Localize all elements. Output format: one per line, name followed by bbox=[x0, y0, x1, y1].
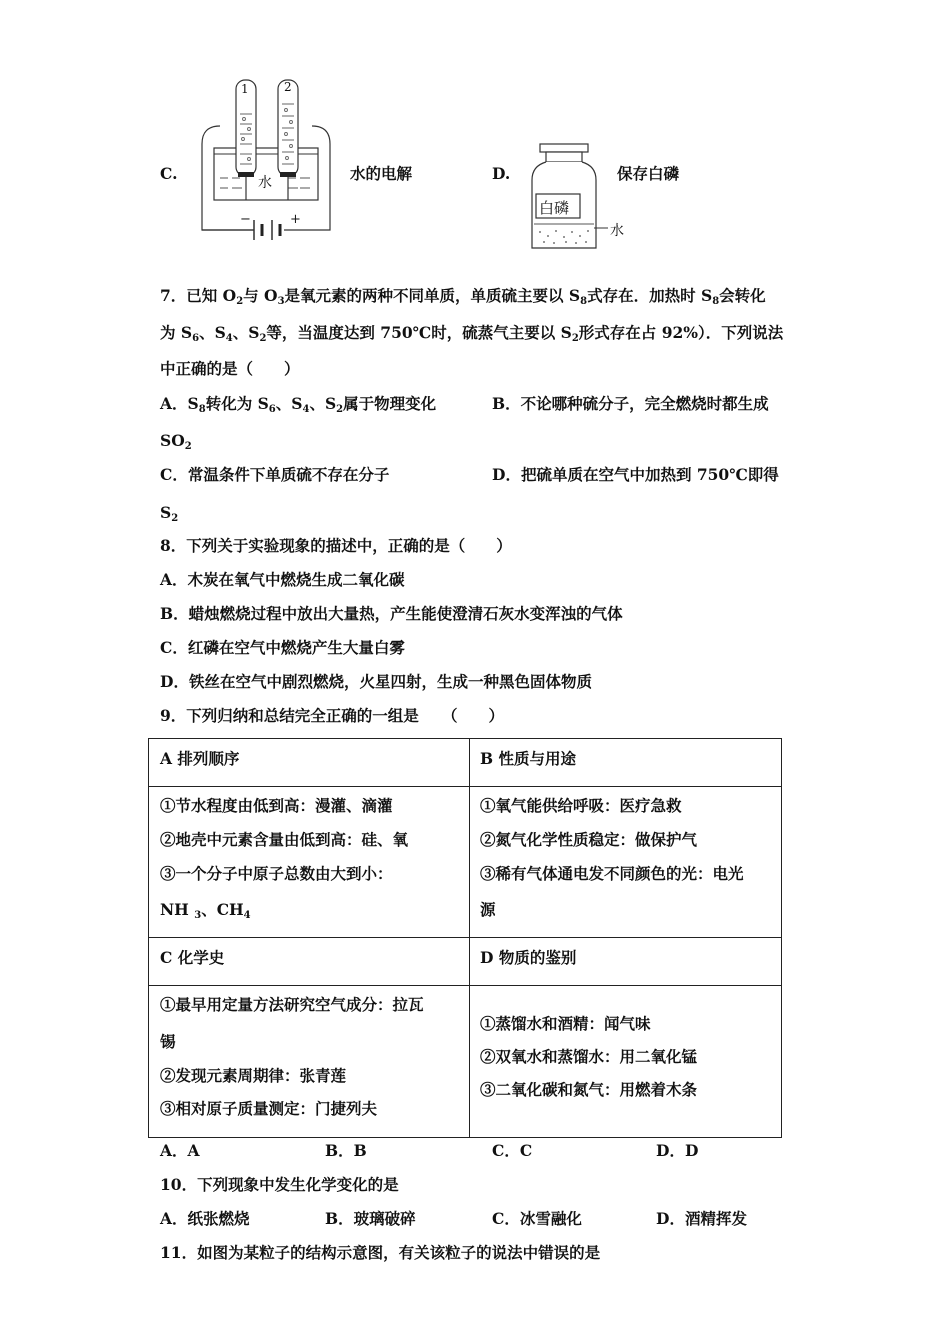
q8-option-d: D．铁丝在空气中剧烈燃烧，火星四射，生成一种黑色固体物质 bbox=[160, 672, 592, 691]
q7-option-d: D．把硫单质在空气中加热到 750℃即得 bbox=[492, 465, 779, 484]
table-cell-b-head: B 性质与用途 bbox=[469, 738, 782, 787]
q7-option-c: C．常温条件下单质硫不存在分子 bbox=[160, 465, 390, 484]
q7-stem-line3: 中正确的是（ ） bbox=[160, 359, 300, 378]
q10-option-d: D．酒精挥发 bbox=[656, 1209, 747, 1228]
q10-option-b: B．玻璃破碎 bbox=[325, 1209, 416, 1228]
q7-option-b-continued: $SO_2$ bbox=[160, 431, 192, 452]
q7-option-d-continued: $S_2$ bbox=[160, 503, 179, 524]
battery-minus-label: − bbox=[240, 212, 251, 227]
q9-option-d: D．D bbox=[656, 1141, 699, 1160]
jar-water-label: 水 bbox=[610, 223, 624, 239]
table-cell-d-head: D 物质的鉴别 bbox=[469, 937, 782, 986]
table-cell-b-body: ①氧气能供给呼吸：医疗急救 ②氮气化学性质稳定：做保护气 ③稀有气体通电发不同颜色的光：电光 源 bbox=[469, 786, 782, 938]
table-cell-a-head: A 排列顺序 bbox=[148, 738, 470, 787]
battery-plus-label: + bbox=[290, 212, 301, 227]
q9-option-b: B．B bbox=[325, 1141, 367, 1160]
table-cell-a-body: ①节水程度由低到高：漫灌、滴灌 ②地壳中元素含量由低到高：硅、氧 ③一个分子中原子总数由大到小： NH $_3$、$CH_4$ bbox=[148, 786, 470, 938]
q7-stem-line2: 为 $S_6$、$S_4$、$S_2$等，当温度达到 750℃时，硫蒸气主要以 $S_2$形式存在占 92%）．下列说法 bbox=[160, 323, 784, 344]
option-d-label: D. bbox=[492, 164, 511, 183]
q10-option-a: A．纸张燃烧 bbox=[160, 1209, 250, 1228]
q8-option-a: A．木炭在氧气中燃烧生成二氧化碳 bbox=[160, 570, 405, 589]
electrolysis-apparatus-figure bbox=[192, 74, 342, 260]
jar-label-white-phosphorus: 白磷 bbox=[539, 199, 570, 217]
q9-option-a: A．A bbox=[160, 1141, 200, 1160]
option-c-label: C. bbox=[160, 164, 178, 183]
beaker-water-label: 水 bbox=[258, 172, 272, 192]
table-cell-d-body: ①蒸馏水和酒精：闻气味 ②双氧水和蒸馏水：用二氧化锰 ③二氧化碳和氮气：用燃着木条 bbox=[469, 985, 782, 1138]
q7-stem-line1: 7．已知 $O_2$与 $O_3$是氧元素的两种不同单质，单质硫主要以 $S_8$式存在．加热时 $S_8$会转化 bbox=[160, 286, 766, 307]
q9-stem: 9．下列归纳和总结完全正确的一组是 （ ） bbox=[160, 706, 505, 725]
q7-option-b: B．不论哪种硫分子，完全燃烧时都生成 bbox=[492, 394, 769, 413]
option-d-caption: 保存白磷 bbox=[617, 164, 680, 183]
table-cell-c-head: C 化学史 bbox=[148, 937, 470, 986]
q11-stem: 11．如图为某粒子的结构示意图，有关该粒子的说法中错误的是 bbox=[160, 1243, 601, 1262]
q8-option-c: C．红磷在空气中燃烧产生大量白雾 bbox=[160, 638, 405, 657]
q10-option-c: C．冰雪融化 bbox=[492, 1209, 582, 1228]
table-cell-c-body: ①最早用定量方法研究空气成分：拉瓦 锡 ②发现元素周期律：张青莲 ③相对原子质量测定：门捷列夫 bbox=[148, 985, 470, 1138]
q8-option-b: B．蜡烛燃烧过程中放出大量热，产生能使澄清石灰水变浑浊的气体 bbox=[160, 604, 623, 623]
q9-option-c: C．C bbox=[492, 1141, 533, 1160]
tube-2-label: 2 bbox=[284, 80, 292, 94]
q10-stem: 10．下列现象中发生化学变化的是 bbox=[160, 1175, 399, 1194]
tube-1-label: 1 bbox=[241, 82, 249, 96]
q7-option-a: A．$S_8$转化为 $S_6$、$S_4$、$S_2$属于物理变化 bbox=[160, 394, 437, 415]
option-c-caption: 水的电解 bbox=[350, 164, 413, 183]
q8-stem: 8．下列关于实验现象的描述中，正确的是（ ） bbox=[160, 536, 512, 555]
